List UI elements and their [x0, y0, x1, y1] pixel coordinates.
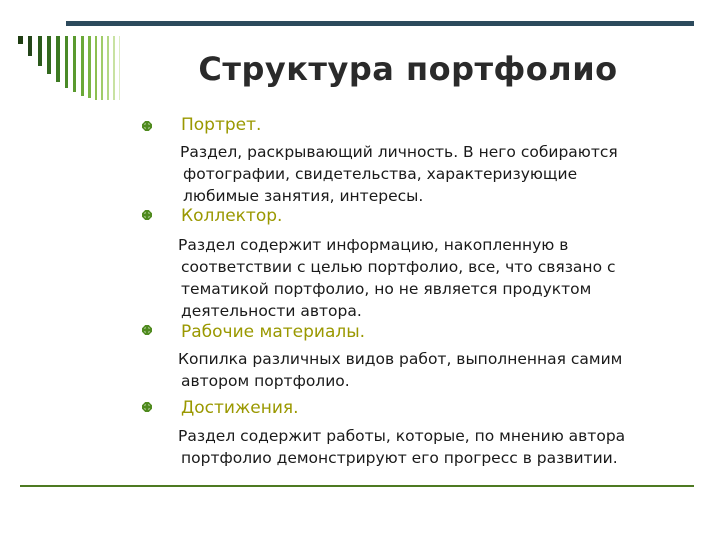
item-description [178, 234, 681, 322]
item-description [178, 348, 681, 392]
page-title: Структура портфолио [198, 50, 618, 88]
bullet-icon [142, 402, 152, 412]
deco-bar [113, 36, 115, 100]
deco-bar [18, 36, 23, 44]
item-description [178, 425, 681, 469]
description-line: Копилка различных видов работ, выполненная самим [178, 350, 623, 368]
item-heading: Достижения. [181, 398, 299, 418]
deco-bar [38, 36, 42, 66]
deco-bar [56, 36, 60, 82]
top-rule [66, 21, 694, 26]
deco-bar [119, 36, 120, 100]
deco-bar [73, 36, 76, 92]
deco-bar [28, 36, 32, 56]
description-line: деятельности автора. [181, 302, 362, 320]
bullet-icon [142, 325, 152, 335]
description-line: Раздел, раскрывающий личность. В него собираются [180, 143, 618, 161]
deco-bar [81, 36, 84, 96]
description-line: Раздел содержит информацию, накопленную в [178, 236, 569, 254]
description-line: любимые занятия, интересы. [183, 187, 424, 205]
item-description [180, 141, 683, 207]
deco-bar [65, 36, 68, 88]
decorative-bars [0, 0, 140, 110]
bullet-icon [142, 210, 152, 220]
description-line: портфолио демонстрируют его прогресс в развитии. [181, 449, 618, 467]
deco-bar [107, 36, 109, 100]
description-line: соответствии с целью портфолио, все, что связано с [181, 258, 616, 276]
item-heading: Рабочие материалы. [181, 322, 366, 342]
deco-bar [95, 36, 97, 100]
bottom-rule [20, 485, 694, 487]
item-heading: Коллектор. [181, 206, 283, 226]
item-heading: Портрет. [181, 115, 262, 135]
bullet-icon [142, 121, 152, 131]
description-line: фотографии, свидетельства, характеризующие [183, 165, 578, 183]
deco-bar [101, 36, 103, 100]
description-line: тематикой портфолио, но не является продуктом [181, 280, 592, 298]
description-line: Раздел содержит работы, которые, по мнению автора [178, 427, 626, 445]
deco-bar [47, 36, 51, 74]
description-line: автором портфолио. [181, 372, 350, 390]
deco-bar [88, 36, 91, 98]
